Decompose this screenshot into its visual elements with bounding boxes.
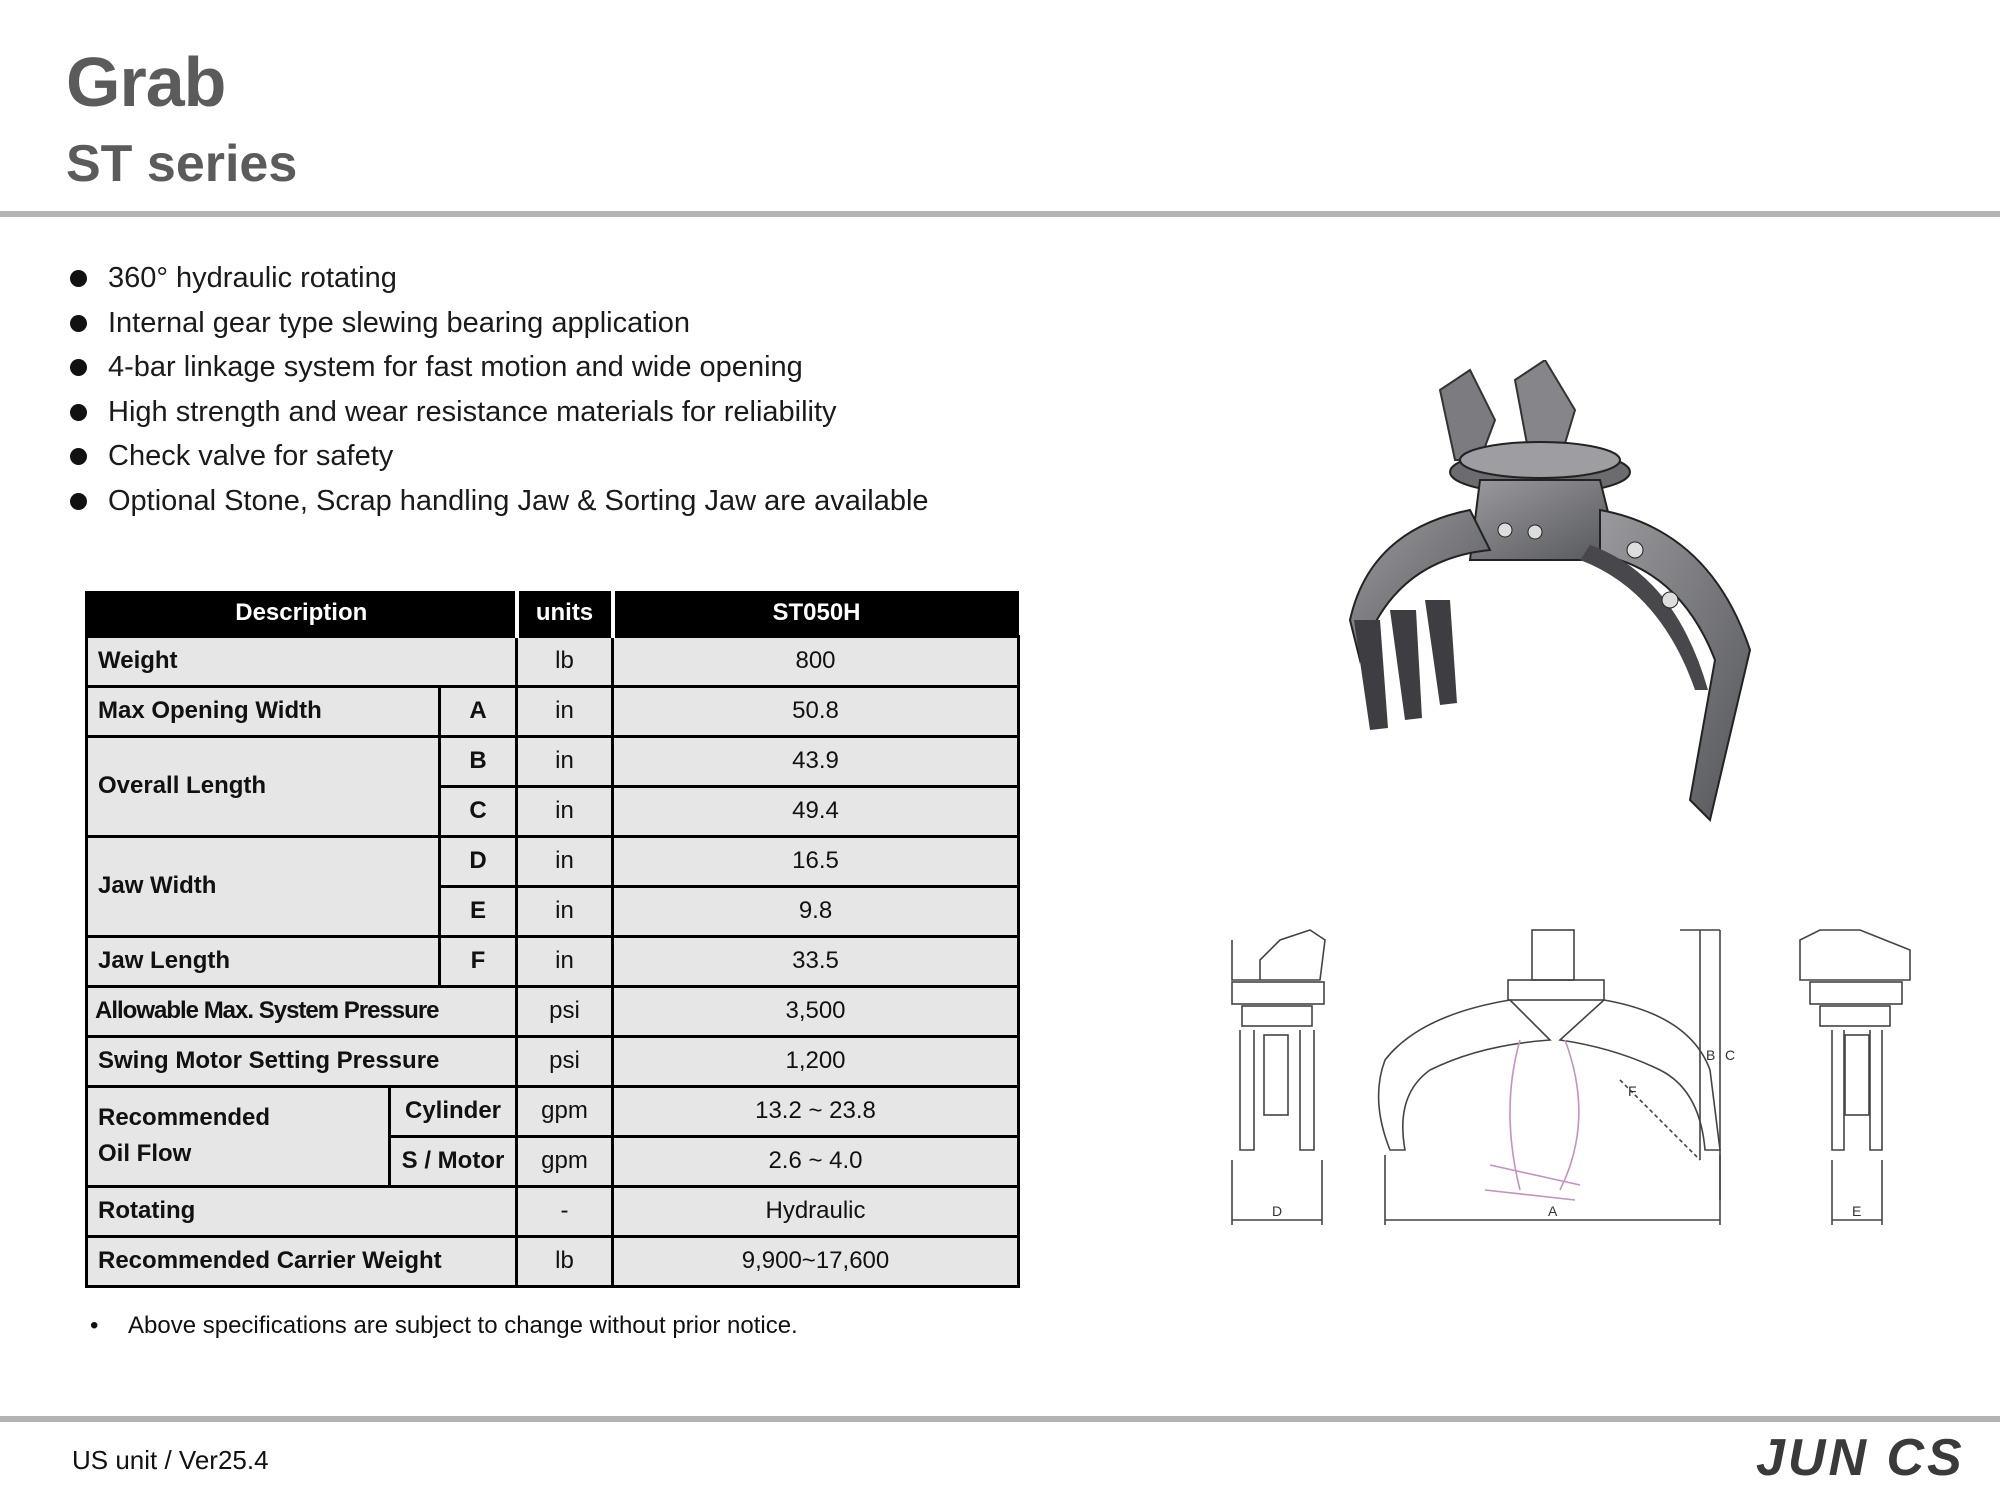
- row-unit: in: [517, 686, 613, 736]
- side-view-e: [1800, 930, 1910, 1225]
- row-value: 9,900~17,600: [613, 1236, 1019, 1286]
- row-unit: psi: [517, 1036, 613, 1086]
- row-code: E: [440, 886, 517, 936]
- grab-product-image: [1330, 360, 1830, 840]
- bullet-icon: [70, 315, 87, 332]
- table-row: [87, 986, 1019, 1036]
- feature-item: Optional Stone, Scrap handling Jaw & Sorting Jaw are available: [70, 479, 929, 524]
- feature-item: 360° hydraulic rotating: [70, 256, 929, 301]
- dim-label-d: D: [1272, 1203, 1283, 1219]
- dim-label-f: F: [1628, 1083, 1637, 1099]
- row-label: Jaw Width: [87, 836, 440, 936]
- row-label: Jaw Length: [87, 936, 440, 986]
- row-label: Recommended Oil Flow: [87, 1086, 390, 1186]
- row-label: Weight: [87, 636, 517, 686]
- row-code: A: [440, 686, 517, 736]
- table-row: [87, 1086, 1019, 1136]
- row-value: 13.2 ~ 23.8: [613, 1086, 1019, 1136]
- row-unit: in: [517, 886, 613, 936]
- dim-label-c: C: [1725, 1047, 1736, 1063]
- table-row: [87, 936, 1019, 986]
- row-unit: gpm: [517, 1086, 613, 1136]
- row-label: Overall Length: [87, 736, 440, 836]
- feature-list: [70, 256, 929, 524]
- header-divider: [0, 211, 2000, 217]
- row-value: 2.6 ~ 4.0: [613, 1136, 1019, 1186]
- row-value: Hydraulic: [613, 1186, 1019, 1236]
- bullet-icon: [70, 359, 87, 376]
- row-value: 43.9: [613, 736, 1019, 786]
- table-header-row: [87, 591, 1019, 636]
- bullet-icon: [70, 270, 87, 287]
- row-unit: psi: [517, 986, 613, 1036]
- company-logo: [1752, 1425, 1972, 1487]
- row-label: Recommended Carrier Weight: [87, 1236, 517, 1286]
- row-value: 49.4: [613, 786, 1019, 836]
- row-unit: -: [517, 1186, 613, 1236]
- row-value: 50.8: [613, 686, 1019, 736]
- feature-item: Check valve for safety: [70, 434, 929, 479]
- row-code: C: [440, 786, 517, 836]
- row-unit: in: [517, 936, 613, 986]
- row-value: 1,200: [613, 1036, 1019, 1086]
- table-row: [87, 1036, 1019, 1086]
- dim-label-e: E: [1852, 1203, 1862, 1219]
- row-unit: gpm: [517, 1136, 613, 1186]
- front-view: [1379, 930, 1720, 1225]
- row-value: 3,500: [613, 986, 1019, 1036]
- table-row: [87, 736, 1019, 786]
- table-row: [87, 686, 1019, 736]
- row-sublabel: Cylinder: [390, 1086, 517, 1136]
- page-subtitle: ST series: [66, 135, 298, 193]
- header-description: Description: [87, 591, 517, 636]
- bullet-icon: [70, 493, 87, 510]
- row-unit: lb: [517, 1236, 613, 1286]
- row-sublabel: S / Motor: [390, 1136, 517, 1186]
- row-label: Allowable Max. System Pressure: [87, 986, 517, 1036]
- row-code: F: [440, 936, 517, 986]
- note-bullet: •: [90, 1312, 99, 1339]
- row-unit: in: [517, 736, 613, 786]
- row-code: B: [440, 736, 517, 786]
- row-value: 9.8: [613, 886, 1019, 936]
- logo-text: JUN CS: [1756, 1429, 1965, 1487]
- page-title: Grab: [66, 43, 226, 121]
- dimension-drawings: [1220, 920, 1940, 1240]
- header-model: ST050H: [613, 591, 1019, 636]
- dim-label-a: A: [1548, 1203, 1558, 1219]
- version-label: US unit / Ver25.4: [72, 1445, 269, 1475]
- side-view-d: [1232, 930, 1325, 1225]
- feature-item: 4-bar linkage system for fast motion and wide opening: [70, 345, 929, 390]
- row-unit: lb: [517, 636, 613, 686]
- row-label: Swing Motor Setting Pressure: [87, 1036, 517, 1086]
- feature-item: High strength and wear resistance materials for reliability: [70, 390, 929, 435]
- table-row: [87, 1236, 1019, 1286]
- footer-divider: [0, 1416, 2000, 1422]
- disclaimer-note: • Above specifications are subject to change without prior notice.: [90, 1312, 798, 1339]
- bullet-icon: [70, 404, 87, 421]
- row-value: 800: [613, 636, 1019, 686]
- row-unit: in: [517, 836, 613, 886]
- row-label: Max Opening Width: [87, 686, 440, 736]
- row-code: D: [440, 836, 517, 886]
- dim-label-b: B: [1706, 1047, 1716, 1063]
- row-label: Rotating: [87, 1186, 517, 1236]
- bullet-icon: [70, 448, 87, 465]
- row-value: 16.5: [613, 836, 1019, 886]
- table-row: [87, 836, 1019, 886]
- row-value: 33.5: [613, 936, 1019, 986]
- row-unit: in: [517, 786, 613, 836]
- table-row: [87, 1186, 1019, 1236]
- header-units: units: [517, 591, 613, 636]
- table-row: [87, 636, 1019, 686]
- feature-item: Internal gear type slewing bearing application: [70, 301, 929, 346]
- spec-table: [85, 591, 1020, 1288]
